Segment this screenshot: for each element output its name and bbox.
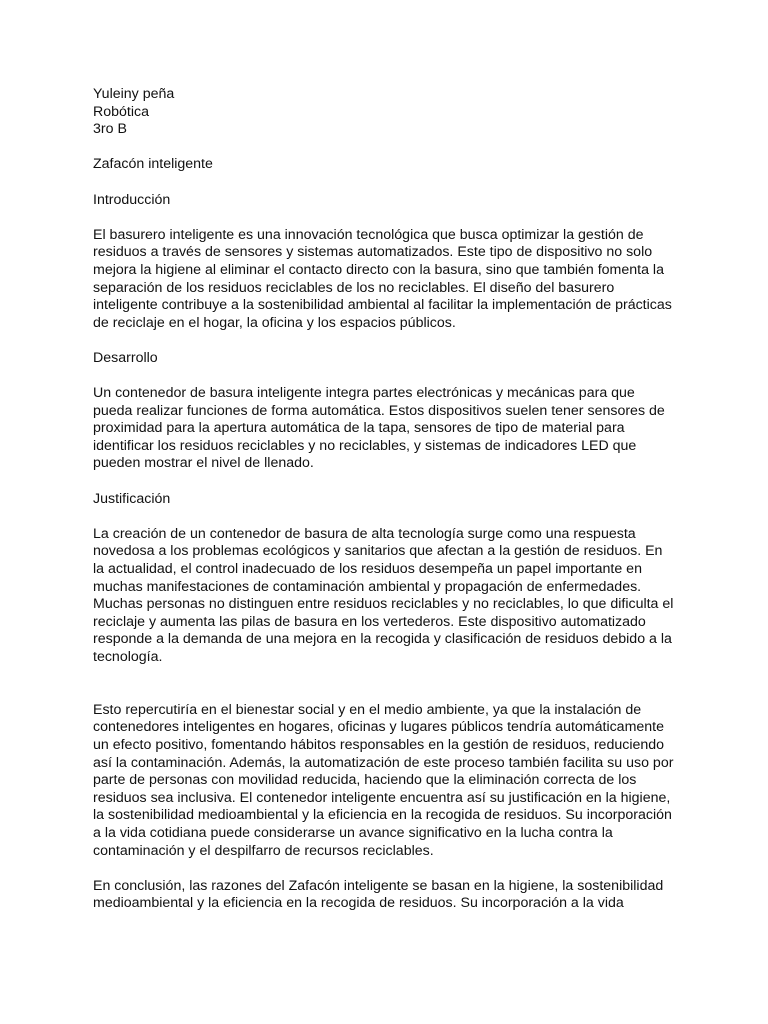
text-line: la actualidad, el control inadecuado de los residuos desempeña un papel importante en xyxy=(93,561,642,578)
intro-paragraph xyxy=(93,227,683,333)
spacer xyxy=(93,667,683,702)
text-line: muchas manifestaciones de contaminación ambiental y propagación de enfermedades. xyxy=(93,578,642,595)
text-line: la sostenibilidad medioambiental y la eficiencia en la recogida de residuos. Su incorporación xyxy=(93,807,672,824)
author-name: Yuleiny peña xyxy=(93,86,175,102)
text-line: reciclaje y aumenta las pilas de basura en los vertederos. Este dispositivo automatizado xyxy=(93,613,646,630)
text-line: proximidad para la apertura automática de la tapa, sensores de tipo de material para xyxy=(93,420,625,437)
text-line: contenedores inteligentes en hogares, oficinas y lugares públicos tendría automáticamente xyxy=(93,719,665,736)
text-line: pueden mostrar el nivel de llenado. xyxy=(93,455,314,472)
text-line: así la contaminación. Además, la automatización de este proceso también facilita su uso por xyxy=(93,754,674,771)
text-line: parte de personas con movilidad reducida, haciendo que la eliminación correcta de los xyxy=(93,772,637,789)
text-line: Muchas personas no distinguen entre residuos reciclables y no reciclables, lo que dificulta el xyxy=(93,596,674,613)
spacer xyxy=(93,508,683,526)
text-line: En conclusión, las razones del Zafacón inteligente se basan en la higiene, la sostenibilidad xyxy=(93,877,664,894)
text-line: a la vida cotidiana puede considerarse un avance significativo en la lucha contra la xyxy=(93,824,613,841)
impact-paragraph xyxy=(93,702,683,860)
text-line: tecnología. xyxy=(93,649,163,665)
spacer xyxy=(93,473,683,491)
spacer xyxy=(93,368,683,386)
spacer xyxy=(93,332,683,350)
text-line: responde a la demanda de una mejora en la recogida y clasificación de residuos debido a la xyxy=(93,631,672,648)
text-line: novedosa a los problemas ecológicos y sanitarios que afectan a la gestión de residuos. En xyxy=(93,543,663,560)
spacer xyxy=(93,209,683,227)
text-line: Un contenedor de basura inteligente integra partes electrónicas y mecánicas para que xyxy=(93,385,635,402)
text-line: pueda realizar funciones de forma automática. Estos dispositivos suelen tener sensores de xyxy=(93,402,665,419)
justification-heading: Justificación xyxy=(93,490,171,507)
spacer xyxy=(93,139,683,157)
development-paragraph xyxy=(93,385,683,473)
intro-heading: Introducción xyxy=(93,191,171,208)
text-line: contaminación y el despilfarro de recursos reciclables. xyxy=(93,842,434,859)
document-body xyxy=(93,86,683,913)
development-heading: Desarrollo xyxy=(93,349,158,366)
justification-paragraph xyxy=(93,526,683,667)
subject-name: Robótica xyxy=(93,103,149,120)
grade-label: 3ro B xyxy=(93,121,127,138)
text-line: un efecto positivo, fomentando hábitos responsables en la gestión de residuos, reduciendo xyxy=(93,736,665,753)
text-line: mejora la higiene al eliminar el contacto directo con la basura, sino que también fomenta la xyxy=(93,261,664,278)
spacer xyxy=(93,174,683,192)
text-line: Esto repercutiría en el bienestar social y en el medio ambiente, ya que la instalación de xyxy=(93,701,642,718)
text-line: residuos sea inclusiva. El contenedor inteligente encuentra así su justificación en la higiene, xyxy=(93,789,671,806)
text-line: inteligente contribuye a la sostenibilidad ambiental al facilitar la implementación de prácticas xyxy=(93,297,672,314)
text-line: de reciclaje en el hogar, la oficina y los espacios públicos. xyxy=(93,314,456,331)
text-line: identificar los residuos reciclables y no reciclables, y sistemas de indicadores LED que xyxy=(93,437,637,454)
text-line: El basurero inteligente es una innovación tecnológica que busca optimizar la gestión de xyxy=(93,226,644,243)
text-line: La creación de un contenedor de basura de alta tecnología surge como una respuesta xyxy=(93,525,636,542)
text-line: residuos a través de sensores y sistemas automatizados. Este tipo de dispositivo no solo xyxy=(93,244,653,261)
conclusion-paragraph xyxy=(93,878,683,913)
spacer xyxy=(93,860,683,878)
document-title: Zafacón inteligente xyxy=(93,156,213,173)
text-line: separación de los residuos reciclables de los no reciclables. El diseño del basurero xyxy=(93,279,615,296)
text-line: medioambiental y la eficiencia en la recogida de residuos. Su incorporación a la vida xyxy=(93,895,624,912)
